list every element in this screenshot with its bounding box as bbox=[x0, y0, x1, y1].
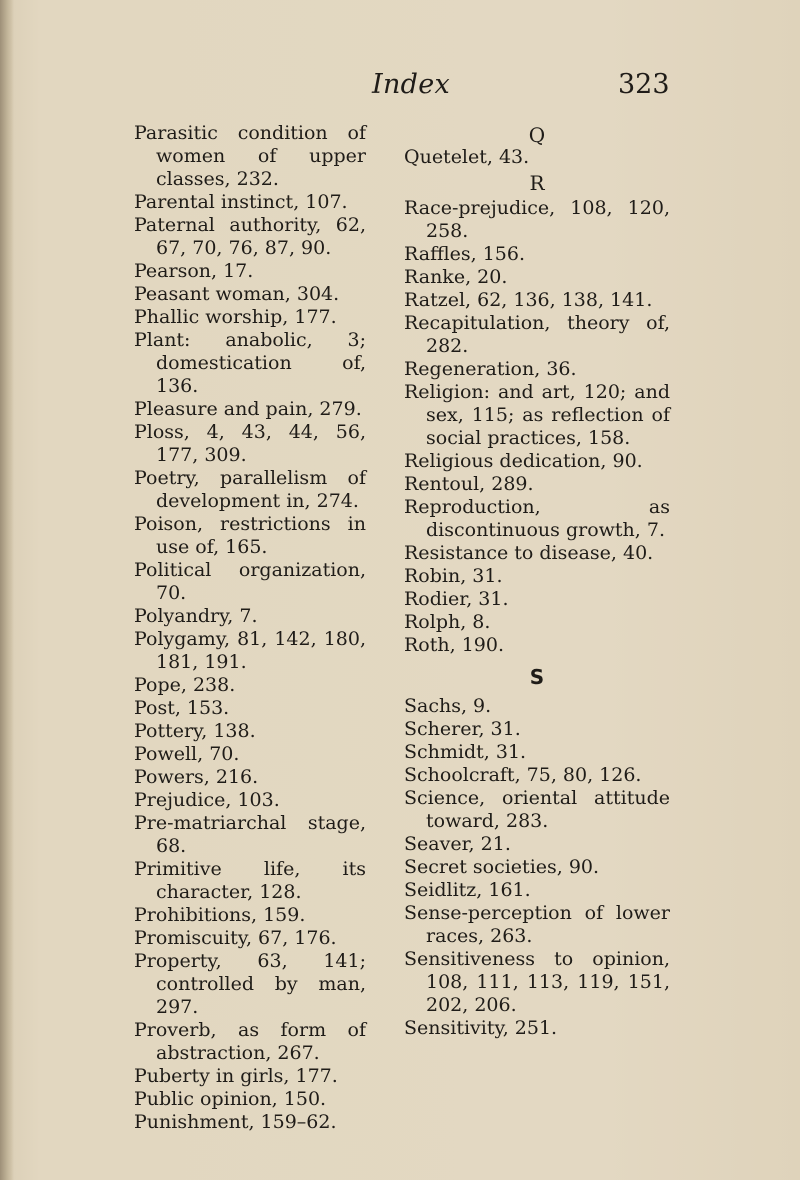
index-entry: Secret societies, 90. bbox=[404, 856, 600, 878]
index-column-right bbox=[404, 122, 670, 1040]
index-entry: Primitive life, its character, 128. bbox=[134, 858, 366, 903]
index-entry: Sensitivity, 251. bbox=[404, 1017, 558, 1039]
index-entry: Phallic worship, 177. bbox=[134, 306, 337, 328]
index-entry: Prejudice, 103. bbox=[134, 789, 280, 811]
index-entry: Pleasure and pain, 279. bbox=[134, 398, 362, 420]
page-header bbox=[0, 68, 800, 112]
index-entry: Science, oriental attitude toward, 283. bbox=[404, 787, 670, 832]
index-entry: Parental instinct, 107. bbox=[134, 191, 348, 213]
index-entry: Resistance to disease, 40. bbox=[404, 542, 654, 564]
index-entry: Peasant woman, 304. bbox=[134, 283, 340, 305]
index-entry: Polygamy, 81, 142, 180, 181, 191. bbox=[134, 628, 366, 673]
index-entry: Scherer, 31. bbox=[404, 718, 521, 740]
index-entry: Public opinion, 150. bbox=[134, 1088, 327, 1110]
index-entry: Sensitiveness to opinion, 108, 111, 113, 119, 151, 202, 206. bbox=[404, 948, 670, 1016]
section-letter-s: S bbox=[529, 665, 545, 689]
index-entry: Pottery, 138. bbox=[134, 720, 256, 742]
index-entry: Powers, 216. bbox=[134, 766, 259, 788]
index-entry: Raffles, 156. bbox=[404, 243, 526, 265]
index-entry: Robin, 31. bbox=[404, 565, 503, 587]
index-entry: Promiscuity, 67, 176. bbox=[134, 927, 337, 949]
index-entry: Punishment, 159–62. bbox=[134, 1111, 337, 1133]
index-entry: Rolph, 8. bbox=[404, 611, 491, 633]
index-entry: Pearson, 17. bbox=[134, 260, 254, 282]
index-entry: Proverb, as form of abstraction, 267. bbox=[134, 1019, 366, 1064]
index-entry: Quetelet, 43. bbox=[404, 146, 530, 168]
index-entry: Rentoul, 289. bbox=[404, 473, 534, 495]
index-entry: Paternal authority, 62, 67, 70, 76, 87, 90. bbox=[134, 214, 366, 259]
index-entry: Plant: anabolic, 3; domestication of, 136. bbox=[134, 329, 366, 397]
index-entry: Regeneration, 36. bbox=[404, 358, 577, 380]
index-entry: Recapitulation, theory of, 282. bbox=[404, 312, 670, 357]
index-entry: Seaver, 21. bbox=[404, 833, 511, 855]
index-entry: Pope, 238. bbox=[134, 674, 236, 696]
index-entry: Ratzel, 62, 136, 138, 141. bbox=[404, 289, 653, 311]
spine-shadow bbox=[0, 0, 14, 1180]
index-entry: Rodier, 31. bbox=[404, 588, 509, 610]
index-entry: Religion: and art, 120; and sex, 115; as reflection of social practices, 158. bbox=[404, 381, 670, 449]
index-entry: Poetry, parallelism of development in, 274. bbox=[134, 467, 366, 512]
index-entry: Schmidt, 31. bbox=[404, 741, 527, 763]
index-entry: Powell, 70. bbox=[134, 743, 240, 765]
index-entry: Sachs, 9. bbox=[404, 695, 492, 717]
index-entry: Poison, restrictions in use of, 165. bbox=[134, 513, 366, 558]
running-title: Index bbox=[372, 69, 451, 100]
index-entry: Ploss, 4, 43, 44, 56, 177, 309. bbox=[134, 421, 366, 466]
index-entry: Post, 153. bbox=[134, 697, 230, 719]
index-entry: Puberty in girls, 177. bbox=[134, 1065, 338, 1087]
index-entry: Parasitic condition of women of upper classes, 232. bbox=[134, 122, 366, 190]
section-letter-q: Q bbox=[528, 123, 546, 147]
index-entry: Reproduction, as discontinuous growth, 7. bbox=[404, 496, 670, 541]
index-entry: Ranke, 20. bbox=[404, 266, 508, 288]
section-letter-r: R bbox=[529, 171, 545, 195]
index-entry: Race-prejudice, 108, 120, 258. bbox=[404, 197, 670, 242]
index-entry: Prohibitions, 159. bbox=[134, 904, 306, 926]
index-entry: Roth, 190. bbox=[404, 634, 505, 656]
index-column-left bbox=[134, 122, 366, 1134]
index-entry: Political organization, 70. bbox=[134, 559, 366, 604]
page-number: 323 bbox=[618, 69, 670, 100]
index-entry: Religious dedication, 90. bbox=[404, 450, 643, 472]
index-entry: Schoolcraft, 75, 80, 126. bbox=[404, 764, 642, 786]
index-entry: Property, 63, 141; controlled by man, 297. bbox=[134, 950, 366, 1018]
index-entry: Pre-matriarchal stage, 68. bbox=[134, 812, 366, 857]
index-entry: Seidlitz, 161. bbox=[404, 879, 531, 901]
index-entry: Sense-perception of lower races, 263. bbox=[404, 902, 670, 947]
index-entry: Polyandry, 7. bbox=[134, 605, 258, 627]
